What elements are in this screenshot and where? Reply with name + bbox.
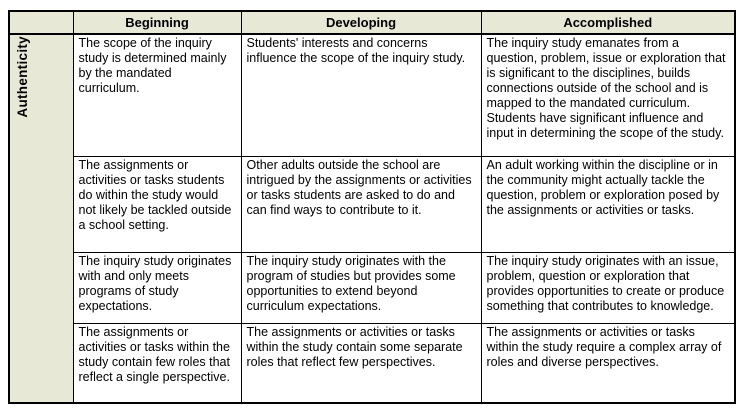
row-group-label: Authenticity (15, 36, 30, 118)
corner-cell (9, 11, 73, 34)
row-group-header-cell (9, 34, 73, 403)
cell-row1-beginning: The scope of the inquiry study is determined mainly by the mandated curriculum. (73, 34, 241, 156)
cell-row3-beginning: The inquiry study originates with and only meets programs of study expectations. (73, 252, 241, 323)
column-header-beginning: Beginning (73, 11, 241, 34)
cell-row3-accomplished: The inquiry study originates with an issue, problem, question or exploration that provides opportunities to create or produce something that contributes to knowledge. (481, 252, 735, 323)
criterion-row-2 (9, 156, 735, 252)
cell-row2-developing: Other adults outside the school are intrigued by the assignments or activities or tasks students are asked to do and can find ways to contribute to it. (241, 156, 481, 252)
rubric-container (8, 10, 736, 404)
cell-row3-developing: The inquiry study originates with the program of studies but provides some opportunities to extend beyond curriculum expectations. (241, 252, 481, 323)
column-header-accomplished: Accomplished (481, 11, 735, 34)
criterion-row-4 (9, 323, 735, 403)
cell-row4-accomplished: The assignments or activities or tasks within the study require a complex array of roles and diverse perspectives. (481, 323, 735, 403)
criterion-row-1 (9, 34, 735, 156)
cell-row1-developing: Students' interests and concerns influence the scope of the inquiry study. (241, 34, 481, 156)
cell-row2-accomplished: An adult working within the discipline or in the community might actually tackle the question, problem or exploration posed by the assignments or activities or tasks. (481, 156, 735, 252)
cell-row4-beginning: The assignments or activities or tasks within the study contain few roles that reflect a single perspective. (73, 323, 241, 403)
rubric-table (8, 10, 736, 404)
cell-row1-accomplished: The inquiry study emanates from a question, problem, issue or exploration that is significant to the disciplines, builds connections outside of the school and is mapped to the mandated curriculum. Students have significant influence and input in determining the scope of the study. (481, 34, 735, 156)
column-header-developing: Developing (241, 11, 481, 34)
cell-row4-developing: The assignments or activities or tasks within the study contain some separate roles that reflect few perspectives. (241, 323, 481, 403)
cell-row2-beginning: The assignments or activities or tasks students do within the study would not likely be tackled outside a school setting. (73, 156, 241, 252)
criterion-row-3 (9, 252, 735, 323)
header-row (9, 11, 735, 34)
